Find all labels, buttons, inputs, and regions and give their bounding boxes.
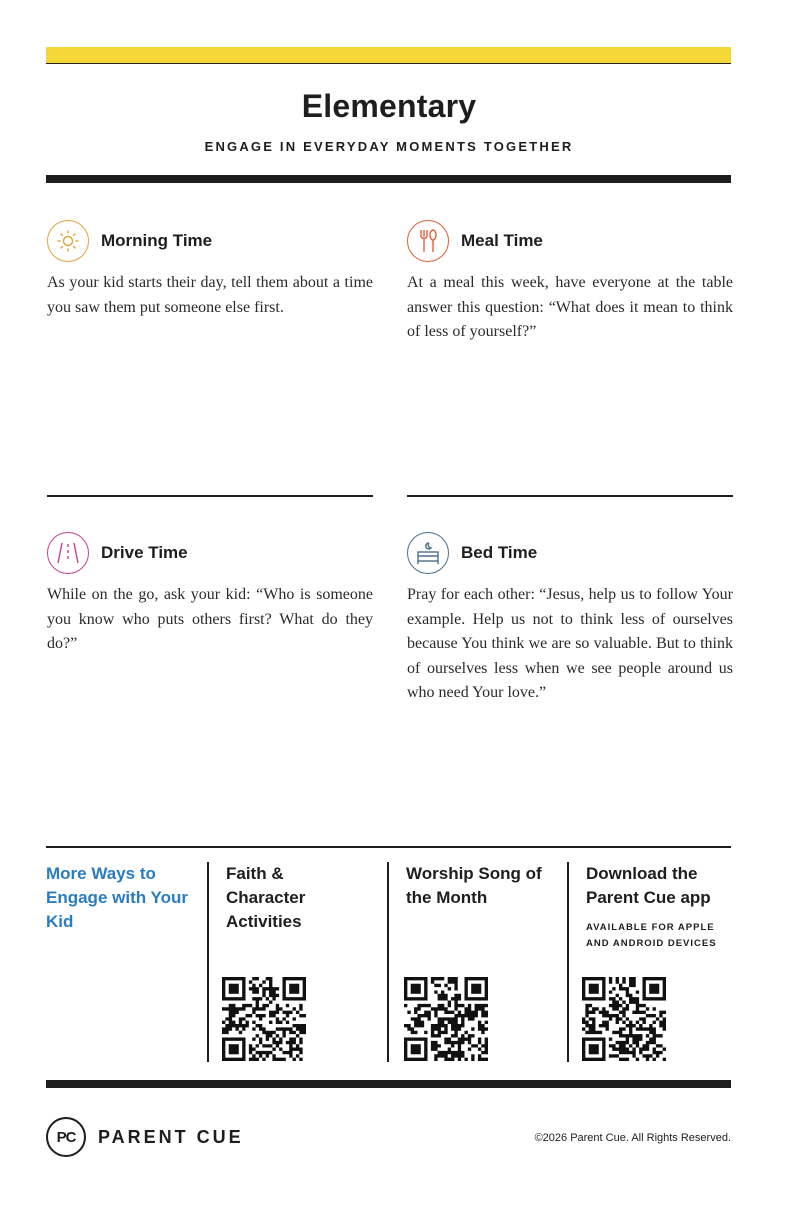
more-ways-heading: More Ways to Engage with Your Kid [46, 864, 188, 931]
morning-time-section [47, 219, 373, 320]
page-subtitle: ENGAGE IN EVERYDAY MOMENTS TOGETHER [204, 139, 574, 154]
qr-code[interactable] [222, 977, 306, 1061]
column-title: Faith & Character Activities [226, 864, 306, 931]
worship-song-column [406, 862, 556, 1062]
page-title: Elementary [301, 88, 477, 124]
section-title: Morning Time [101, 231, 213, 250]
header-divider [46, 175, 731, 183]
drive-time-section [47, 531, 373, 657]
section-divider [47, 495, 373, 497]
bed-moon-icon [407, 532, 449, 574]
bed-time-section [407, 531, 733, 706]
section-body: Pray for each other: “Jesus, help us to follow Your example. Help us not to think less of ourselves because You think we are so valuable. But to think of ourselves less when we see people around us who need Your love.” [407, 586, 733, 701]
footer-divider [46, 846, 731, 848]
section-divider [407, 495, 733, 497]
copyright-text: ©2026 Parent Cue. All Rights Reserved. [534, 1132, 731, 1144]
section-body: While on the go, ask your kid: “Who is someone you know who puts others first? What do they do?” [47, 586, 373, 652]
fork-spoon-icon [407, 220, 449, 262]
section-title: Drive Time [101, 543, 188, 562]
qr-code[interactable] [404, 977, 488, 1061]
logo-wordmark: PARENT CUE [98, 1126, 244, 1147]
section-title: Bed Time [461, 543, 538, 562]
qr-code[interactable] [582, 977, 666, 1061]
column-title: Worship Song of the Month [406, 864, 542, 907]
accent-bar [46, 47, 731, 64]
parent-cue-logo [46, 1117, 244, 1157]
logo-mark: PC [46, 1117, 86, 1157]
column-divider [207, 862, 209, 1062]
column-divider [567, 862, 569, 1062]
meal-time-section [407, 219, 733, 345]
app-download-column [586, 862, 736, 1062]
section-body: As your kid starts their day, tell them about a time you saw them put someone else first. [47, 274, 373, 316]
section-body: At a meal this week, have everyone at the table answer this question: “What does it mean to think of less of yourself?” [407, 274, 733, 340]
footer-bottom-divider [46, 1080, 731, 1088]
column-title: Download the Parent Cue app [586, 864, 711, 907]
availability-note: AVAILABLE FOR APPLE AND ANDROID DEVICES [586, 922, 717, 949]
faith-activities-column [226, 862, 376, 1062]
sun-icon [47, 220, 89, 262]
more-ways-column [46, 862, 196, 934]
road-icon [47, 532, 89, 574]
column-divider [387, 862, 389, 1062]
section-title: Meal Time [461, 231, 543, 250]
